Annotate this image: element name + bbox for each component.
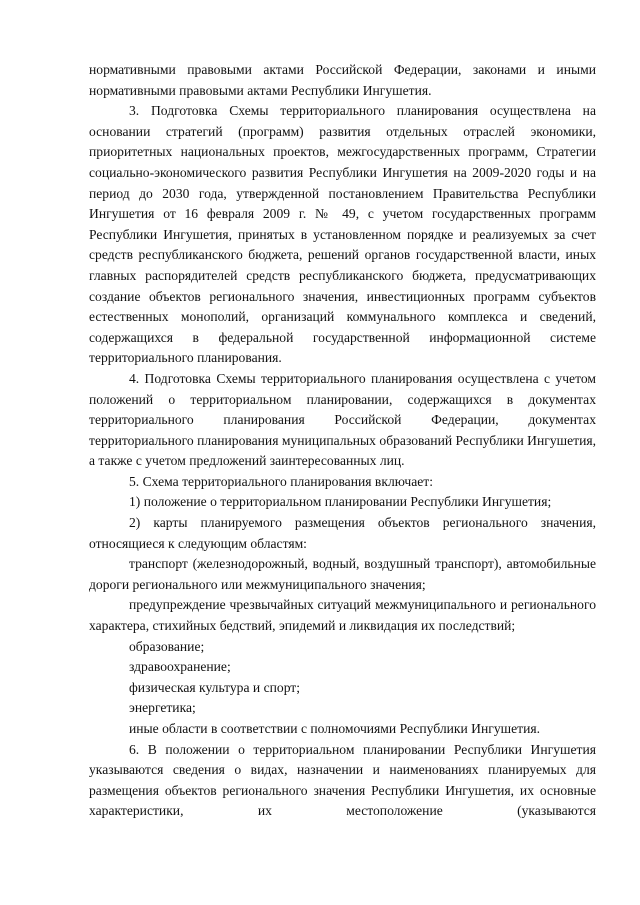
area-transport: транспорт (железнодорожный, водный, воздушный транспорт), автомобильные дороги регионального или межмуниципального значения; xyxy=(89,556,596,592)
body-text xyxy=(89,60,596,822)
area-sport: физическая культура и спорт; xyxy=(129,679,301,695)
area-energy: энергетика; xyxy=(129,700,196,716)
area-other: иные области в соответствии с полномочиями Республики Ингушетия. xyxy=(129,721,541,736)
area-emergency: предупреждение чрезвычайных ситуаций межмуниципального и регионального характера, стихийных бедствий, эпидемий и ликвидация их последствий; xyxy=(89,597,596,634)
area-health: здравоохранение; xyxy=(129,659,231,675)
paragraph-5: 5. Схема территориального планирования включает: xyxy=(129,473,433,489)
paragraph-6: 6. В положении о территориальном планировании Республики Ингушетия указываются сведения о видах, назначении и наименованиях планируемых для размещения объектов регионального значения Республики Ингушетия, их основные характеристики, их местоположение (указываются xyxy=(89,741,596,819)
list-item-2: 2) карты планируемого размещения объектов регионального значения, относящиеся к следующим областям: xyxy=(89,515,596,551)
list-item-1: 1) положение о территориальном планировании Республики Ингушетия; xyxy=(129,494,552,510)
paragraph-4: 4. Подготовка Схемы территориального планирования осуществлена с учетом положений о территориальном планировании, содержащихся в документах территориального планирования Российской Федерации, документах территориального планирования муниципальных образований Республики Ингушетия, а также с учетом предложений заинтересованных лиц. xyxy=(89,370,596,469)
paragraph-3: 3. Подготовка Схемы территориального планирования осуществлена на основании стратегий (программ) развития отдельных отраслей экономики, приоритетных национальных проектов, межгосударственных программ, Стратегии социально-экономического развития Республики Ингушетия на 2009-2020 годы и на период до 2030 года, утвержденной постановлением Правительства Республики Ингушетия от 16 февраля 2009 г. № 49, с учетом государственных программ Республики Ингушетия, принятых в установленном порядке и реализуемых за счет средств республиканского бюджета, решений органов государственной власти, иных главных распорядителей средств республиканского бюджета, предусматривающих создание объектов регионального значения, инвестиционных программ субъектов естественных монополий, организаций коммунального комплекса и сведений, содержащихся в федеральной государственной информационной системе территориального планирования. xyxy=(89,103,596,366)
paragraph-continuation: нормативными правовыми актами Российской Федерации, законами и иными нормативными правовыми актами Республики Ингушетия. xyxy=(89,62,596,98)
area-education: образование; xyxy=(129,638,205,654)
